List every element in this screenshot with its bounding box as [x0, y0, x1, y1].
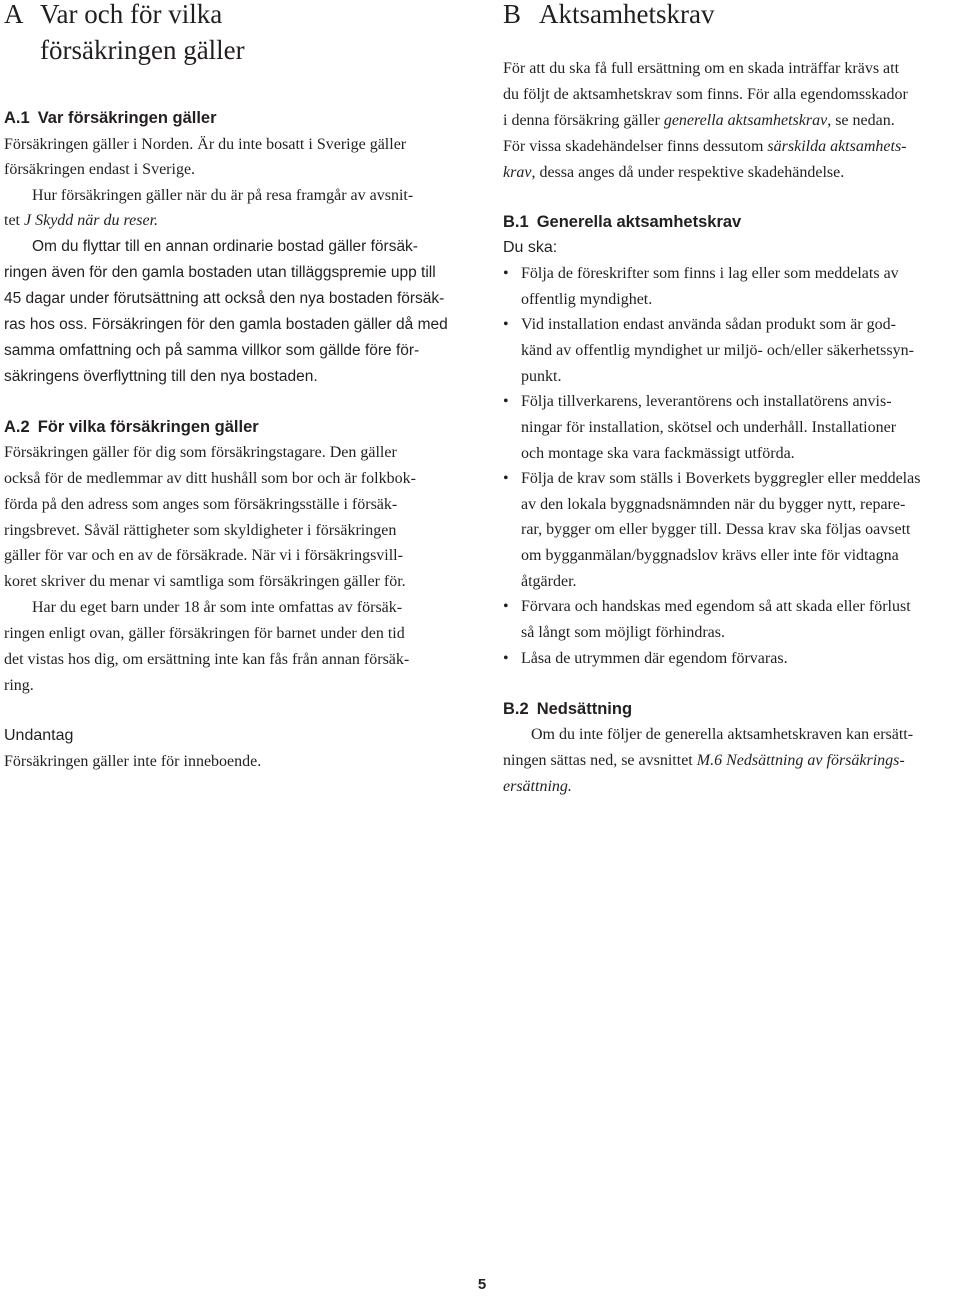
a1-line: Hur försäkringen gäller när du är på resa framgår av avsnit-: [32, 187, 414, 204]
bullet-line: och montage ska vara fackmässigt utförda.: [521, 445, 795, 462]
b1-title: Generella aktsamhetskrav: [536, 213, 742, 231]
b-intro-text: För vissa skadehändelser finns dessutom: [503, 138, 768, 155]
page-number: 5: [477, 1276, 487, 1293]
a2-line: det vistas hos dig, om ersättning inte kan fås från annan försäk-: [4, 651, 410, 668]
a2-heading: [4, 417, 259, 437]
a1-line: 45 dagar under förutsättning att också den nya bostaden försäk-: [4, 290, 445, 307]
a2-title: För vilka försäkringen gäller: [37, 418, 259, 436]
b2-section-ref: ersättning.: [503, 778, 572, 795]
b-intro-emphasis: generella aktsamhetskrav: [663, 112, 828, 129]
a1-line: samma omfattning och på samma villkor som gällde före för-: [4, 342, 420, 359]
bullet-line: av den lokala byggnadsnämnden när du bygger nytt, repare-: [521, 496, 906, 513]
a1-line-with-ref: [4, 211, 158, 231]
b1-lead: Du ska:: [503, 239, 558, 256]
a2-number: A.2: [4, 418, 30, 436]
a1-line-text: tet: [4, 212, 24, 229]
section-a-number: A: [4, 0, 24, 29]
section-a-title-line1: Var och för vilka: [40, 0, 223, 29]
section-b-title: Aktsamhetskrav: [539, 0, 715, 29]
a1-line: försäkringen endast i Sverige.: [4, 161, 196, 178]
a1-line: ras hos oss. Försäkringen för den gamla bostaden gäller då med: [4, 316, 448, 333]
a1-line: säkringens överflyttning till den nya bostaden.: [4, 368, 318, 385]
undantag-text: Försäkringen gäller inte för inneboende.: [4, 753, 262, 770]
section-a-title-line2: försäkringen gäller: [40, 35, 245, 65]
bullet-line: Följa de föreskrifter som finns i lag eller som meddelats av: [521, 265, 899, 282]
b-intro-line: du följt de aktsamhetskrav som finns. För alla egendomsskador: [503, 86, 908, 103]
undantag-heading: Undantag: [4, 727, 74, 744]
a2-line: ringen enligt ovan, gäller försäkringen för barnet under den tid: [4, 625, 405, 642]
bullet-marker: •: [503, 598, 509, 615]
b2-heading: [503, 699, 632, 719]
b-intro-line: För att du ska få full ersättning om en skada inträffar krävs att: [503, 60, 900, 77]
section-a-title-line2-wrap: [4, 32, 245, 68]
bullet-line: offentlig myndighet.: [521, 291, 653, 308]
b-intro-emphasis: krav: [503, 164, 532, 181]
bullet-line: Låsa de utrymmen där egendom förvaras.: [521, 650, 788, 667]
a1-title: Var försäkringen gäller: [37, 109, 217, 127]
a1-heading: [4, 108, 217, 128]
b-intro-line: [503, 111, 895, 131]
bullet-line: punkt.: [521, 368, 562, 385]
b2-line-text: ningen sättas ned, se avsnittet: [503, 752, 697, 769]
a2-line: ringsbrevet. Såväl rättigheter som skyldigheter i försäkringen: [4, 522, 397, 539]
a1-section-ref: J Skydd när du reser.: [24, 212, 159, 229]
b2-title: Nedsättning: [536, 700, 633, 718]
b-intro-line: [503, 163, 844, 183]
b2-line: Om du inte följer de generella aktsamhetskraven kan ersätt-: [531, 726, 914, 743]
b1-heading: [503, 212, 741, 232]
b2-line: [503, 751, 905, 771]
b-intro-text: , dessa anges då under respektive skadehändelse.: [531, 164, 845, 181]
b-intro-line: [503, 137, 907, 157]
bullet-line: åtgärder.: [521, 573, 577, 590]
a2-line: gäller för var och en av de försäkrade. När vi i försäkringsvill-: [4, 547, 403, 564]
section-b-number: B: [503, 0, 522, 29]
a2-line: koret skriver du menar vi samtliga som försäkringen gäller för.: [4, 573, 406, 590]
bullet-line: Förvara och handskas med egendom så att skada eller förlust: [521, 598, 911, 615]
b-intro-text: i denna försäkring gäller: [503, 112, 664, 129]
bullet-marker: •: [503, 470, 509, 487]
bullet-line: Följa de krav som ställs i Boverkets byggregler eller meddelas: [521, 470, 921, 487]
bullet-line: ningar för installation, skötsel och underhåll. Installationer: [521, 419, 897, 436]
a2-line: också för de medlemmar av ditt hushåll som bor och är folkbok-: [4, 470, 416, 487]
b2-section-ref: M.6 Nedsättning av försäkrings-: [696, 752, 905, 769]
a2-line: förda på den adress som anges som försäkringsställe i försäk-: [4, 496, 398, 513]
b1-number: B.1: [503, 213, 529, 231]
bullet-marker: •: [503, 316, 509, 333]
a1-line: ringen även för den gamla bostaden utan tilläggspremie upp till: [4, 264, 436, 281]
section-a-heading: [4, 0, 222, 32]
a1-line: Om du flyttar till en annan ordinarie bostad gäller försäk-: [32, 238, 418, 255]
b-intro-text: , se nedan.: [827, 112, 895, 129]
bullet-marker: •: [503, 393, 509, 410]
bullet-line: rar, bygger om eller bygger till. Dessa krav ska följas oavsett: [521, 521, 911, 538]
a1-line: Försäkringen gäller i Norden. Är du inte bosatt i Sverige gäller: [4, 136, 407, 153]
bullet-line: om bygganmälan/byggnadslov krävs eller inte för vidtagna: [521, 547, 899, 564]
bullet-line: Vid installation endast använda sådan produkt som är god-: [521, 316, 896, 333]
b-intro-emphasis: särskilda aktsamhets-: [767, 138, 907, 155]
bullet-line: så långt som möjligt förhindras.: [521, 624, 725, 641]
b2-number: B.2: [503, 700, 529, 718]
b2-line: [503, 777, 572, 797]
a2-line: Har du eget barn under 18 år som inte omfattas av försäk-: [32, 599, 403, 616]
bullet-marker: •: [503, 650, 509, 667]
bullet-line: Följa tillverkarens, leverantörens och installatörens anvis-: [521, 393, 892, 410]
section-b-heading: [503, 0, 714, 32]
a1-number: A.1: [4, 109, 30, 127]
bullet-line: känd av offentlig myndighet ur miljö- och/eller säkerhetssyn-: [521, 342, 914, 359]
bullet-marker: •: [503, 265, 509, 282]
a2-line: ring.: [4, 677, 34, 694]
a2-line: Försäkringen gäller för dig som försäkringstagare. Den gäller: [4, 444, 397, 461]
